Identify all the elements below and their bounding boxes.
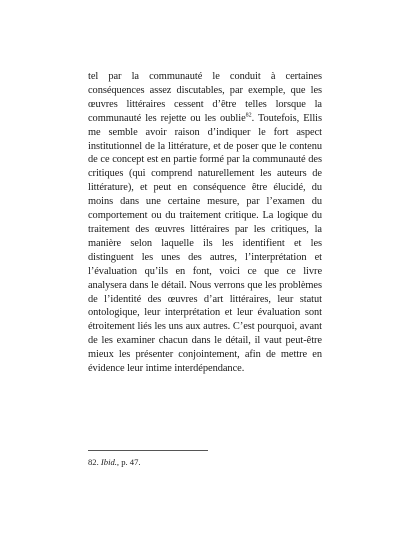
footnote [88,457,322,468]
footnote-page: , p. 47. [116,457,141,467]
paragraph [88,70,322,376]
footnote-ibid: Ibid. [100,457,117,467]
footnote-reference[interactable]: 82 [245,112,252,119]
footnote-number: 82. [88,457,99,467]
footnote-separator [88,450,208,451]
main-paragraph [88,70,322,376]
paragraph-text-start: tel par la communauté le conduit à certaines conséquences assez discutables, par exemple, que les œuvres littéraires cessent d’être telles lorsque la communauté les rejette ou les oublie [88,71,322,124]
paragraph-text-end: . Toutefois, Ellis me semble avoir raison d’indiquer le fort aspect institutionnel de la littérature, et de poser que le contenu de ce concept est en partie formé par la communauté des critiques (qui comprend naturellement les auteurs de littérature), et peut en conséquence être élucidé, du moins dans une certaine mesure, par l’examen du comportement ou du traitement critique. La logique du traitement des œuvres littéraires par les critiques, la manière selon laquelle ils les identifient et les distinguent les unes des autres, l’interprétation et l’évaluation qu’ils en font, voici ce que ce livre analysera dans le détail. Nous verrons que les problèmes de l’identité des œuvres d’art littéraires, leur statut ontologique, leur interprétation et leur évaluation sont étroitement liés les uns aux autres. C’est pourquoi, avant de les examiner chacun dans le détail, il vaut peut-être mieux les présenter conjointement, afin de mettre en évidence leur intime interdépendance. [88,112,322,375]
